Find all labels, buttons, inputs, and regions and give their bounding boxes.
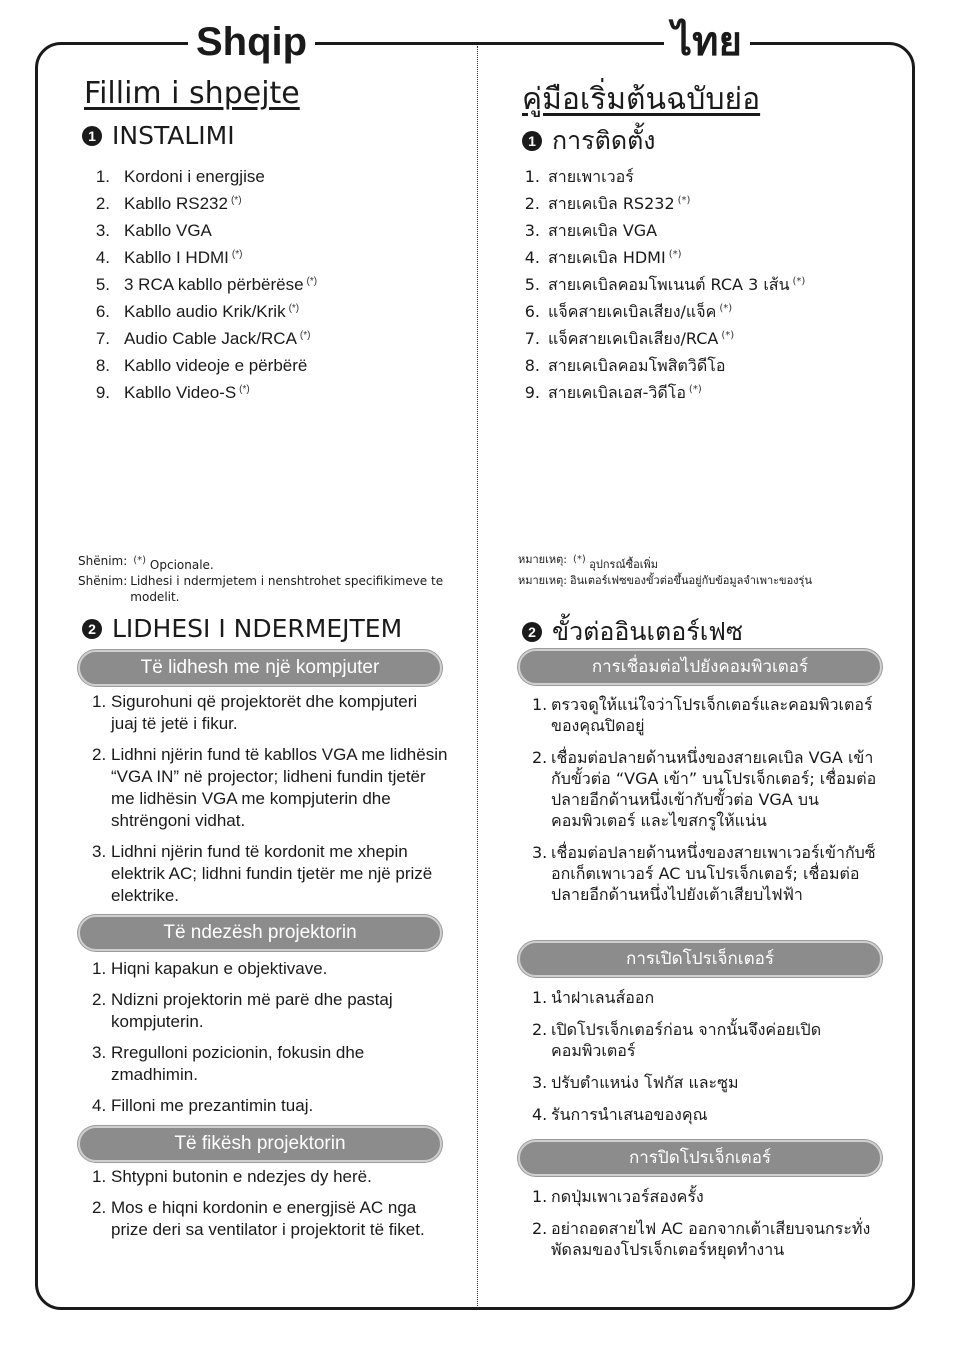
column-divider	[477, 46, 478, 1308]
interface-heading-text: LIDHESI I NDERMEJTEM	[112, 614, 403, 643]
list-item: 5. สายเคเบิลคอมโพเนนต์ RCA 3 เส้น (*)	[524, 275, 806, 294]
list-item: 2. Lidhni njërin fund të kabllos VGA me lidhësin “VGA IN” në projector; lidheni fundin tjetër me lidhësin VGA me kompjuterin dhe shtrëngoni vidhat.	[92, 745, 448, 830]
footnote: หมายเหตุ: (*) อุปกรณ์ซื้อเพิ่ม	[518, 553, 658, 571]
list-item: 2. Mos e hiqni kordonin e energjisë AC nga prize deri sa ventilator i projektorit të fiket.	[92, 1198, 425, 1239]
install-heading	[522, 121, 656, 161]
connect-steps	[78, 691, 448, 907]
step-number-badge: 1	[522, 131, 542, 151]
list-item: 3. เชื่อมต่อปลายด้านหนึ่งของสายเพาเวอร์เข้ากับซ็อกเก็ตเพาเวอร์ AC บนโปรเจ็กเตอร์; เชื่อมต่อปลายอีกด้านหนึ่งไปยังเต้าเสียบไฟฟ้า	[532, 843, 876, 904]
list-item: 2. เปิดโปรเจ็กเตอร์ก่อน จากนั้นจึงค่อยเปิดคอมพิวเตอร์	[532, 1020, 822, 1060]
list-item: 1. ตรวจดูให้แน่ใจว่าโปรเจ็กเตอร์และคอมพิวเตอร์ของคุณปิดอยู่	[532, 695, 873, 735]
list-item: 4. รันการนำเสนอของคุณ	[532, 1105, 708, 1124]
footnotes	[78, 553, 468, 605]
install-heading-text: การติดตั้ง	[552, 126, 656, 155]
language-label-albanian: Shqip	[188, 16, 315, 68]
step-number-badge: 2	[522, 622, 542, 642]
list-item: 2. อย่าถอดสายไฟ AC ออกจากเต้าเสียบจนกระทั่งพัดลมของโปรเจ็กเตอร์หยุดทำงาน	[532, 1219, 871, 1259]
power-off-steps	[78, 1166, 448, 1241]
section-header-power-on: Të ndezësh projektorin	[78, 915, 442, 951]
power-on-steps	[518, 987, 868, 1125]
list-item: 7. แจ็คสายเคเบิลเสียง/RCA (*)	[524, 329, 735, 348]
list-item: 1. Kordoni i energjise	[95, 167, 265, 186]
interface-heading-text: ขั้วต่ออินเตอร์เฟซ	[552, 617, 743, 646]
list-item: 1. Sigurohuni që projektorët dhe kompjuteri juaj të jetë i fikur.	[92, 692, 418, 733]
list-item: 9. สายเคเบิลเอส-วิดีโอ (*)	[524, 383, 702, 402]
power-off-steps	[518, 1186, 878, 1260]
list-item: 2. สายเคเบิล RS232 (*)	[524, 194, 691, 213]
footnotes	[518, 552, 888, 589]
list-item: 3. Lidhni njërin fund të kordonit me xhepin elektrik AC; lidhni fundin tjetër me një prizë elektrike.	[92, 842, 433, 905]
list-item: 2. Ndizni projektorin më parë dhe pastaj kompjuterin.	[92, 990, 393, 1031]
list-item: 1. Shtypni butonin e ndezjes dy herë.	[92, 1167, 372, 1186]
step-number-badge: 1	[82, 126, 102, 146]
list-item: 3. Rregulloni pozicionin, fokusin dhe zmadhimin.	[92, 1043, 365, 1084]
list-item: 1. กดปุ่มเพาเวอร์สองครั้ง	[532, 1187, 704, 1206]
interface-heading	[522, 612, 743, 652]
section-header-power-off: Të fikësh projektorin	[78, 1126, 442, 1162]
list-item: 3. ปรับตำแหน่ง โฟกัส และซูม	[532, 1073, 739, 1092]
list-item: 7. Audio Cable Jack/RCA (*)	[95, 329, 311, 348]
install-heading-text: INSTALIMI	[112, 121, 235, 150]
list-item: 3. สายเคเบิล VGA	[524, 221, 658, 240]
list-item: 1. นำฝาเลนส์ออก	[532, 988, 655, 1007]
language-label-thai: ไทย	[664, 16, 750, 68]
package-contents-list	[518, 163, 805, 406]
list-item: 3. Kabllo VGA	[95, 221, 212, 240]
footnote: Shënim: (*) Opcionale.	[78, 554, 214, 572]
list-item: 5. 3 RCA kabllo përbërëse (*)	[95, 275, 318, 294]
list-item: 6. Kabllo audio Krik/Krik (*)	[95, 302, 300, 321]
section-header-power-off: การปิดโปรเจ็กเตอร์	[518, 1140, 882, 1176]
list-item: 6. แจ็คสายเคเบิลเสียง/แจ็ค (*)	[524, 302, 733, 321]
footnote: หมายเหตุ: อินเตอร์เฟซของขั้วต่อขึ้นอยู่กับข้อมูลจำเพาะของรุ่น	[518, 574, 812, 587]
page-title: Fillim i shpejte	[84, 76, 300, 111]
list-item: 2. Kabllo RS232 (*)	[95, 194, 242, 213]
list-item: 9. Kabllo Video-S (*)	[95, 383, 250, 402]
package-contents-list	[78, 163, 317, 406]
interface-heading	[82, 614, 402, 643]
connect-steps	[518, 694, 878, 905]
list-item: 2. เชื่อมต่อปลายด้านหนึ่งของสายเคเบิล VGA เข้ากับขั้วต่อ “VGA เข้า” บนโปรเจ็กเตอร์; เชื่อมต่อปลายอีกด้านหนึ่งเข้ากับขั้วต่อ VGA บนคอมพิวเตอร์ และไขสกรูให้แน่น	[532, 748, 877, 830]
list-item: 1. สายเพาเวอร์	[524, 167, 634, 186]
list-item: 4. Kabllo I HDMI (*)	[95, 248, 243, 267]
power-on-steps	[78, 958, 448, 1117]
list-item: 4. Filloni me prezantimin tuaj.	[92, 1096, 314, 1115]
section-header-connect-computer: การเชื่อมต่อไปยังคอมพิวเตอร์	[518, 649, 882, 685]
step-number-badge: 2	[82, 619, 102, 639]
section-header-power-on: การเปิดโปรเจ็กเตอร์	[518, 941, 882, 977]
list-item: 8. Kabllo videoje e përbërë	[95, 356, 308, 375]
install-heading	[82, 121, 235, 150]
list-item: 8. สายเคเบิลคอมโพสิตวิดีโอ	[524, 356, 726, 375]
footnote: Shënim: Lidhesi i ndermjetem i nenshtrohet specifikimeve te modelit.	[78, 574, 444, 604]
page-title: คู่มือเริ่มต้นฉบับย่อ	[522, 82, 761, 117]
list-item: 4. สายเคเบิล HDMI (*)	[524, 248, 682, 267]
list-item: 1. Hiqni kapakun e objektivave.	[92, 959, 328, 978]
section-header-connect-computer: Të lidhesh me një kompjuter	[78, 650, 442, 686]
